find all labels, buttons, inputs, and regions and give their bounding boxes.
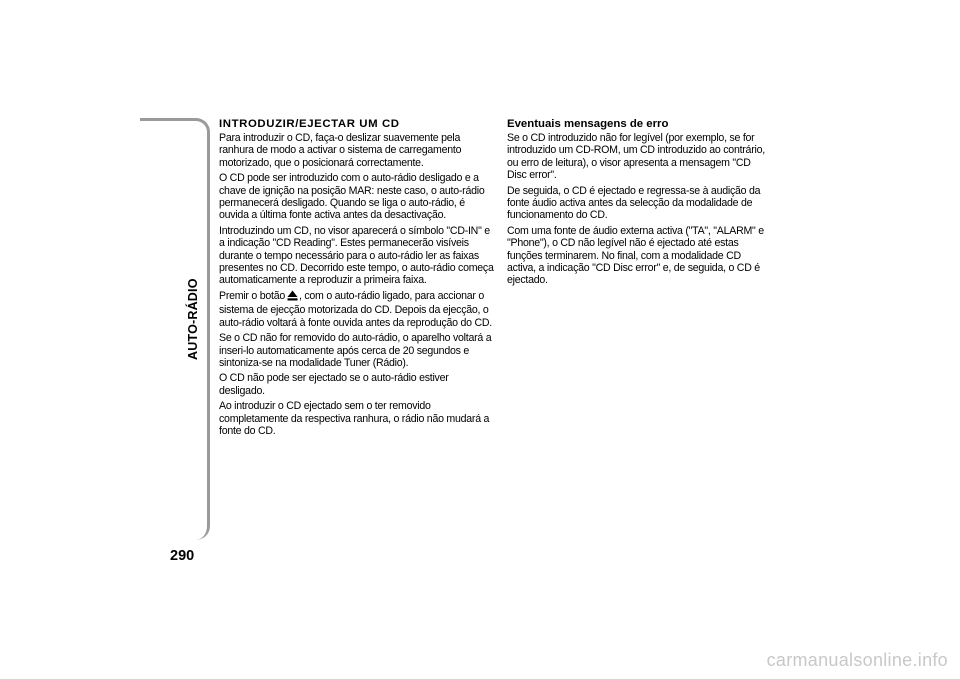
paragraph-eject-off: O CD não pode ser ejectado se o auto-rádio estiver desligado.	[219, 372, 449, 397]
page-number: 290	[170, 548, 195, 564]
section-tab-label: AUTO-RÁDIO	[186, 278, 200, 360]
section-heading: INTRODUZIR/EJECTAR UM CD	[219, 118, 400, 130]
paragraph-return-source: De seguida, o CD é ejectado e regressa-se à audição da fonte áudio activa antes da selecção da modalidade de funcionamento do CD.	[507, 184, 761, 222]
paragraph-partial-eject: Ao introduzir o CD ejectado sem o ter removido completamente da respectiva ranhura, o rádio não mudará a fonte do CD.	[219, 400, 490, 437]
paragraph-eject-button	[219, 290, 495, 329]
paragraph-insert-cd: Para introduzir o CD, faça-o deslizar suavemente pela ranhura de modo a activar o sistema de carregamento motorizado, que o posicionará correctamente.	[219, 132, 462, 169]
watermark: carmanualsonline.info	[766, 650, 948, 670]
eject-icon	[287, 290, 298, 304]
paragraph-cd-reading: Introduzindo um CD, no visor aparecerá o símbolo "CD-IN" e a indicação "CD Reading". Estes permanecerão visíveis durante o tempo necessário para o auto-rádio ler as faixas presentes no CD. Decorrido este tempo, o auto-rádio começa automaticamente a reproduzir a primeira faixa.	[219, 224, 494, 287]
paragraph-auto-reinsert: Se o CD não for removido do auto-rádio, o aparelho voltará a inseri-lo automaticamente após cerca de 20 segundos e sintoniza-se na modalidade Tuner (Rádio).	[219, 332, 492, 369]
error-messages-heading: Eventuais mensagens de erro	[507, 118, 669, 130]
left-column	[219, 117, 495, 440]
paragraph-external-source: Com uma fonte de áudio externa activa ("TA", "ALARM" e "Phone"), o CD não legível não é ejectado até estas funções terminarem. No final, com a modalidade CD activa, a indicação "CD Disc error" e, de seguida, o CD é ejectado.	[507, 224, 764, 287]
eject-text-after: , com o auto-rádio ligado, para accionar o sistema de ejecção motorizada do CD. Depois da ejecção, o auto-rádio voltará à fonte ouvida antes da reprodução do CD.	[219, 289, 492, 329]
eject-text-before: Premir o botão	[219, 289, 285, 302]
right-column	[507, 117, 769, 290]
paragraph-disc-error: Se o CD introduzido não for legível (por exemplo, se for introduzido um CD-ROM, um CD introduzido ao contrário, ou erro de leitura), o visor apresenta a mensagem "CD Disc error".	[507, 132, 765, 182]
paragraph-ignition-off: O CD pode ser introduzido com o auto-rádio desligado e a chave de ignição na posição MAR: neste caso, o auto-rádio permanecerá desligado. Quando se liga o auto-rádio, é ouvida a última fonte activa antes da desactivação.	[219, 172, 485, 222]
